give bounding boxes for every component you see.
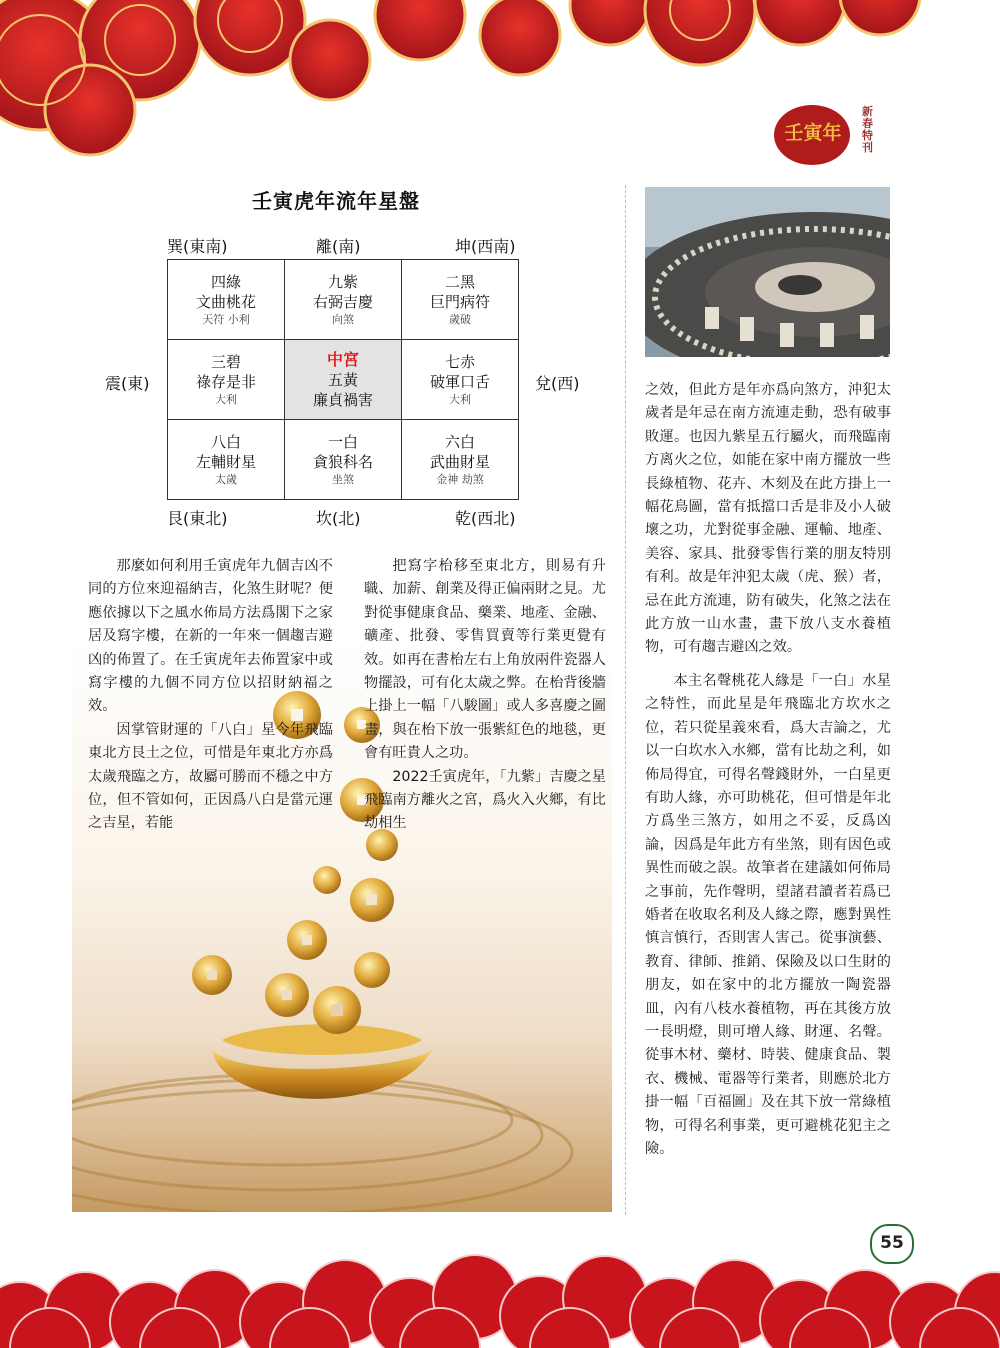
column-divider: [625, 185, 626, 1215]
flying-star-grid: [167, 259, 519, 500]
grid-cell: [168, 260, 285, 340]
badge-side-text: 新春特刊: [862, 105, 873, 154]
cell-star: 七赤: [444, 352, 475, 371]
cell-star: 二黑: [444, 272, 475, 291]
cell-detail: 巨門病符: [429, 292, 490, 311]
dir-west: 兌(西): [535, 374, 580, 393]
dir-northeast: 艮(東北): [167, 509, 228, 528]
paragraph: 2022壬寅虎年，「九紫」吉慶之星飛臨南方離火之宮，爲火入火鄉，有比劫相生: [364, 768, 606, 832]
cell-star: 四綠: [210, 272, 241, 291]
grid-cell: [401, 260, 518, 340]
cell-note: 向煞: [331, 312, 354, 326]
grid-center-cell: [284, 340, 401, 420]
cell-detail: 祿存是非: [195, 372, 256, 391]
center-title: 中宮: [326, 349, 359, 369]
stone-bagua-photo: [645, 187, 890, 357]
article-column-1: [88, 555, 333, 836]
issue-badge: [772, 100, 884, 170]
cell-note: 大利: [214, 392, 237, 406]
cell-star: 一白: [327, 432, 358, 451]
cell-detail: 貪狼科名: [312, 452, 373, 471]
dir-northwest: 乾(西北): [455, 509, 516, 528]
cell-detail: 武曲財星: [429, 452, 490, 471]
grid-cell: [284, 260, 401, 340]
paragraph: 那麼如何利用壬寅虎年九個吉凶不同的方位來迎福納吉，化煞生財呢？便應依據以下之風水佈局方法爲閣下之家居及寫字樓，在新的一年來一個趨吉避凶的佈置了。在壬寅虎年去佈置家中或寫字樓的九個不同方位以招財納福之效。: [88, 558, 333, 715]
cell-detail: 左輔財星: [195, 452, 256, 471]
grid-cell: [284, 420, 401, 500]
article-column-3: [645, 379, 891, 1171]
cell-note: 金神 劫煞: [436, 472, 484, 486]
badge-main-text: 壬寅年: [784, 122, 842, 144]
cell-note: 天符 小利: [202, 312, 250, 326]
cell-star: 九紫: [327, 272, 358, 291]
cell-note: 坐煞: [331, 472, 354, 486]
paragraph: 之效，但此方是年亦爲向煞方，沖犯太歲者是年忌在南方流連走動，恐有破事敗運。也因九紫星五行屬火，而飛臨南方离火之位，如能在家中南方擺放一些長綠植物、花卉、木刻及在此方掛上一幅花鳥圖，當有抵擋口舌是非及小人破壞之功，尤對從事金融、運輸、地產、美容、家具、批發零售行業的朋友特別有利。故是年沖犯太歲（虎、猴）者，忌在此方流連，防有破失，化煞之法在此方放一山水畫，畫下放八支水養植物，可有趨吉避凶之效。: [645, 382, 891, 656]
cell-note: 歲破: [448, 312, 471, 326]
paragraph: 因掌管財運的「八白」星今年飛臨東北方艮土之位，可惜是年東北方亦爲太歲飛臨之方，故屬可勝而不穩之中方位，但不管如何，正因爲八白是當元運之吉星，若能: [88, 721, 333, 832]
cell-star: 三碧: [210, 352, 241, 371]
cell-detail: 文曲桃花: [195, 292, 256, 311]
paragraph: 本主名聲桃花人緣是「一白」水星之特性，而此星是年飛臨北方坎水之位，若只從星義來看，爲大吉論之，尤以一白坎水入水鄉，當有比劫之利，如佈局得宜，可得名聲錢財外，一白星更有助人緣，亦可助桃花，但可惜是年北方爲坐三煞方，如用之不妥，反爲凶論，因爲是年此方有坐煞，則有因色或異性而破之誤。故筆者在建議如何佈局之事前，先作聲明，望諸君讀者若爲已婚者在收取名利及人緣之際，應對異性慎言慎行，否則害人害己。從事演藝、教育、律師、推銷、保險及以口生財的朋友，如在家中的北方擺放一陶瓷器皿，內有八枝水養植物，再在其後方放一長明燈，則可增人緣、財運、名聲。從事木材、藥材、時裝、健康食品、製衣、機械、電器等行業者，則應於北方掛一幅「百福圖」及在其下放一常綠植物，可得名利事業，更可避桃花犯主之險。: [645, 672, 891, 1157]
dir-east: 震(東): [105, 374, 150, 393]
cell-star: 六白: [444, 432, 475, 451]
grid-cell: [168, 420, 285, 500]
cell-note: 太歲: [214, 472, 237, 486]
dir-north: 坎(北): [316, 509, 361, 528]
grid-cell: [168, 340, 285, 420]
cell-detail: 廉貞禍害: [312, 390, 373, 409]
cell-detail: 右弼吉慶: [312, 292, 373, 311]
dir-southwest: 坤(西南): [455, 237, 516, 256]
dir-south: 離(南): [316, 237, 361, 256]
dir-southeast: 巽(東南): [167, 237, 228, 256]
grid-cell: [401, 340, 518, 420]
grid-cell: [401, 420, 518, 500]
cell-detail: 五黃: [327, 370, 358, 389]
cell-note: 大利: [448, 392, 471, 406]
cell-detail: 破軍口舌: [429, 372, 490, 391]
page-title: 壬寅虎年流年星盤: [252, 189, 420, 213]
article-column-2: [364, 555, 606, 836]
bottom-wave-decoration: [0, 1232, 1000, 1348]
page-number: 55: [870, 1224, 914, 1264]
paragraph: 把寫字枱移至東北方，則易有升職、加薪、創業及得正偏兩財之見。尤對從事健康食品、藥業、地產、金融、礦產、批發、零售買賣等行業更覺有效。如再在書枱左右上角放兩件瓷器人物擺設，可有化太歲之弊。在枱背後牆上掛上一幅「八駿圖」或人多喜慶之圖畫，與在枱下放一張紫紅色的地毯，更會有旺貴人之功。: [364, 558, 606, 762]
cell-star: 八白: [210, 432, 241, 451]
